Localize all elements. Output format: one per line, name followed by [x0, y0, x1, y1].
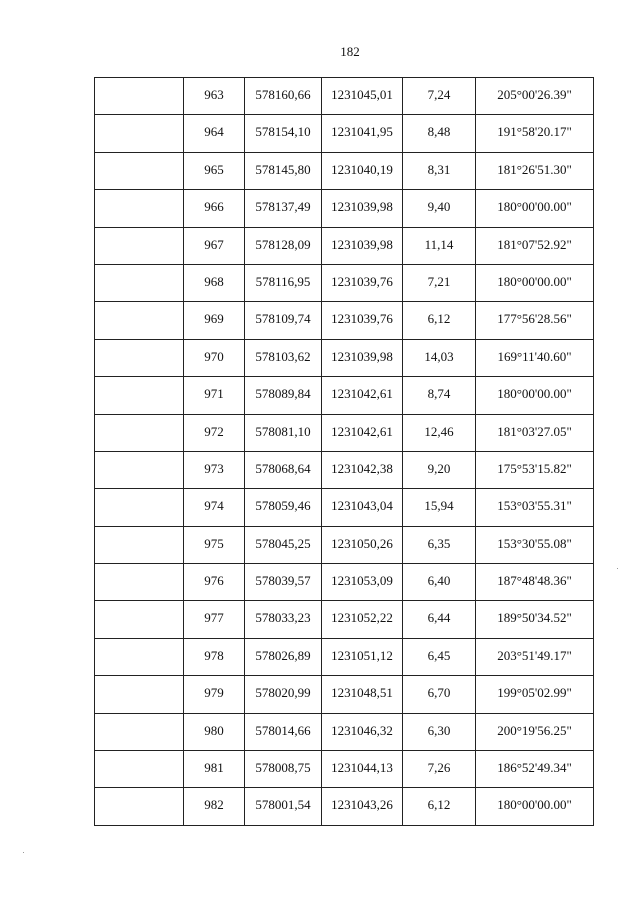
point-number-value: 979 [204, 685, 224, 701]
point-number-cell [184, 601, 245, 638]
angle-cell [476, 227, 594, 264]
point-number-value: 964 [204, 124, 224, 140]
angle-value: 200°19'56.25" [497, 722, 572, 738]
length-value: 6,44 [427, 610, 451, 626]
x-coordinate-value: 578103,62 [255, 348, 311, 364]
table-row [95, 638, 594, 675]
angle-cell [476, 564, 594, 601]
y-coordinate-value: 1231044,13 [331, 760, 393, 776]
point-number-cell [184, 227, 245, 264]
point-number-cell [184, 414, 245, 451]
table-row [95, 302, 594, 339]
angle-cell [476, 676, 594, 713]
table-row [95, 190, 594, 227]
length-value: 7,21 [427, 273, 451, 289]
angle-value: 180°00'00.00" [497, 797, 572, 813]
x-coordinate-cell [245, 676, 322, 713]
x-coordinate-value: 578014,66 [255, 722, 311, 738]
x-coordinate-cell [245, 377, 322, 414]
page-number: 182 [340, 44, 360, 59]
x-coordinate-cell [245, 638, 322, 675]
x-coordinate-value: 578020,99 [255, 685, 311, 701]
y-coordinate-cell [322, 601, 403, 638]
length-value: 8,48 [427, 124, 451, 140]
point-number-cell [184, 676, 245, 713]
x-coordinate-value: 578089,84 [255, 386, 311, 402]
point-number-value: 981 [204, 760, 224, 776]
angle-cell [476, 264, 594, 301]
x-coordinate-value: 578001,54 [255, 797, 311, 813]
angle-cell [476, 601, 594, 638]
y-coordinate-value: 1231043,04 [331, 498, 393, 514]
x-coordinate-cell [245, 713, 322, 750]
x-coordinate-value: 578160,66 [255, 87, 311, 102]
length-cell [403, 713, 476, 750]
table-row [95, 264, 594, 301]
point-number-value: 970 [204, 348, 224, 364]
angle-value: 181°03'27.05" [497, 423, 572, 439]
empty-cell [95, 377, 184, 414]
length-cell [403, 152, 476, 189]
point-number-cell [184, 451, 245, 488]
y-coordinate-cell [322, 302, 403, 339]
angle-cell [476, 78, 594, 115]
y-coordinate-value: 1231050,26 [331, 535, 393, 551]
point-number-value: 980 [204, 722, 224, 738]
empty-cell [95, 339, 184, 376]
table-row [95, 713, 594, 750]
y-coordinate-value: 1231052,22 [331, 610, 393, 626]
x-coordinate-value: 578137,49 [255, 199, 311, 215]
table-row [95, 489, 594, 526]
x-coordinate-value: 578081,10 [255, 423, 311, 439]
y-coordinate-cell [322, 676, 403, 713]
length-cell [403, 788, 476, 825]
angle-cell [476, 115, 594, 152]
table-row [95, 414, 594, 451]
scan-speck [617, 568, 618, 569]
x-coordinate-value: 578045,25 [255, 535, 311, 551]
x-coordinate-cell [245, 264, 322, 301]
y-coordinate-cell [322, 264, 403, 301]
y-coordinate-value: 1231046,32 [331, 722, 393, 738]
point-number-cell [184, 377, 245, 414]
point-number-value: 982 [204, 797, 224, 813]
length-cell [403, 264, 476, 301]
y-coordinate-cell [322, 227, 403, 264]
angle-value: 175°53'15.82" [497, 460, 572, 476]
point-number-value: 972 [204, 423, 224, 439]
point-number-value: 975 [204, 535, 224, 551]
y-coordinate-value: 1231039,76 [331, 311, 393, 327]
empty-cell [95, 676, 184, 713]
y-coordinate-cell [322, 788, 403, 825]
table-row [95, 451, 594, 488]
y-coordinate-cell [322, 78, 403, 115]
y-coordinate-value: 1231042,61 [331, 423, 393, 439]
angle-value: 153°30'55.08" [497, 535, 572, 551]
table-row [95, 78, 594, 115]
length-value: 12,46 [424, 423, 454, 439]
empty-cell [95, 190, 184, 227]
angle-cell [476, 751, 594, 788]
length-cell [403, 451, 476, 488]
empty-cell [95, 264, 184, 301]
angle-cell [476, 451, 594, 488]
x-coordinate-value: 578008,75 [255, 760, 311, 776]
y-coordinate-cell [322, 152, 403, 189]
empty-cell [95, 638, 184, 675]
y-coordinate-cell [322, 414, 403, 451]
length-cell [403, 414, 476, 451]
empty-cell [95, 601, 184, 638]
y-coordinate-value: 1231042,38 [331, 460, 393, 476]
x-coordinate-value: 578109,74 [255, 311, 311, 327]
y-coordinate-cell [322, 713, 403, 750]
x-coordinate-value: 578026,89 [255, 647, 311, 663]
x-coordinate-cell [245, 526, 322, 563]
length-cell [403, 377, 476, 414]
empty-cell [95, 302, 184, 339]
length-cell [403, 190, 476, 227]
table-row [95, 227, 594, 264]
y-coordinate-value: 1231039,98 [331, 236, 393, 252]
x-coordinate-value: 578154,10 [255, 124, 311, 140]
length-value: 9,40 [427, 199, 451, 215]
length-value: 6,12 [427, 797, 451, 813]
y-coordinate-value: 1231041,95 [331, 124, 393, 140]
coordinates-table [94, 77, 594, 826]
length-cell [403, 638, 476, 675]
length-cell [403, 676, 476, 713]
empty-cell [95, 489, 184, 526]
x-coordinate-cell [245, 788, 322, 825]
x-coordinate-cell [245, 152, 322, 189]
table-row [95, 601, 594, 638]
length-cell [403, 339, 476, 376]
table-row [95, 339, 594, 376]
length-cell [403, 302, 476, 339]
point-number-value: 967 [204, 236, 224, 252]
y-coordinate-cell [322, 638, 403, 675]
point-number-cell [184, 788, 245, 825]
length-value: 9,20 [427, 460, 451, 476]
point-number-cell [184, 713, 245, 750]
length-value: 8,31 [427, 161, 451, 177]
y-coordinate-cell [322, 489, 403, 526]
angle-cell [476, 190, 594, 227]
angle-value: 186°52'49.34" [497, 760, 572, 776]
length-cell [403, 564, 476, 601]
length-value: 7,24 [427, 87, 451, 102]
length-value: 15,94 [424, 498, 454, 514]
angle-value: 205°00'26.39" [497, 87, 572, 102]
y-coordinate-value: 1231039,98 [331, 199, 393, 215]
length-value: 6,45 [427, 647, 451, 663]
x-coordinate-value: 578116,95 [255, 273, 311, 289]
table-row [95, 115, 594, 152]
empty-cell [95, 751, 184, 788]
length-value: 6,70 [427, 685, 451, 701]
point-number-cell [184, 564, 245, 601]
y-coordinate-cell [322, 451, 403, 488]
length-value: 6,35 [427, 535, 451, 551]
x-coordinate-value: 578068,64 [255, 460, 311, 476]
x-coordinate-cell [245, 601, 322, 638]
point-number-cell [184, 152, 245, 189]
empty-cell [95, 526, 184, 563]
angle-value: 199°05'02.99" [497, 685, 572, 701]
length-cell [403, 78, 476, 115]
x-coordinate-value: 578033,23 [255, 610, 311, 626]
angle-value: 180°00'00.00" [497, 386, 572, 402]
angle-value: 203°51'49.17" [497, 647, 572, 663]
table-row [95, 788, 594, 825]
point-number-value: 973 [204, 460, 224, 476]
x-coordinate-cell [245, 414, 322, 451]
point-number-cell [184, 489, 245, 526]
y-coordinate-cell [322, 526, 403, 563]
angle-cell [476, 713, 594, 750]
point-number-value: 968 [204, 273, 224, 289]
point-number-cell [184, 264, 245, 301]
angle-cell [476, 302, 594, 339]
table-row [95, 377, 594, 414]
scan-speck [23, 852, 24, 853]
point-number-value: 978 [204, 647, 224, 663]
angle-cell [476, 414, 594, 451]
table-row [95, 751, 594, 788]
x-coordinate-value: 578128,09 [255, 236, 311, 252]
empty-cell [95, 451, 184, 488]
length-cell [403, 751, 476, 788]
y-coordinate-value: 1231039,98 [331, 348, 393, 364]
y-coordinate-value: 1231053,09 [331, 573, 393, 589]
point-number-value: 977 [204, 610, 224, 626]
y-coordinate-cell [322, 115, 403, 152]
angle-value: 189°50'34.52" [497, 610, 572, 626]
length-value: 14,03 [424, 348, 454, 364]
length-value: 6,12 [427, 311, 451, 327]
point-number-value: 976 [204, 573, 224, 589]
angle-value: 187°48'48.36" [497, 573, 572, 589]
angle-cell [476, 638, 594, 675]
length-value: 6,30 [427, 722, 451, 738]
point-number-cell [184, 339, 245, 376]
point-number-cell [184, 526, 245, 563]
y-coordinate-value: 1231042,61 [331, 386, 393, 402]
length-value: 8,74 [427, 386, 451, 402]
x-coordinate-cell [245, 190, 322, 227]
empty-cell [95, 152, 184, 189]
empty-cell [95, 227, 184, 264]
point-number-cell [184, 302, 245, 339]
length-cell [403, 601, 476, 638]
point-number-cell [184, 751, 245, 788]
angle-value: 191°58'20.17" [497, 124, 572, 140]
length-value: 7,26 [427, 760, 451, 776]
angle-value: 180°00'00.00" [497, 199, 572, 215]
y-coordinate-value: 1231045,01 [331, 87, 393, 102]
length-cell [403, 489, 476, 526]
angle-cell [476, 489, 594, 526]
point-number-cell [184, 78, 245, 115]
x-coordinate-cell [245, 302, 322, 339]
point-number-value: 969 [204, 311, 224, 327]
length-cell [403, 227, 476, 264]
y-coordinate-value: 1231040,19 [331, 161, 393, 177]
x-coordinate-value: 578059,46 [255, 498, 311, 514]
empty-cell [95, 564, 184, 601]
angle-value: 153°03'55.31" [497, 498, 572, 514]
table-row [95, 152, 594, 189]
angle-value: 177°56'28.56" [497, 311, 572, 327]
angle-cell [476, 788, 594, 825]
angle-cell [476, 152, 594, 189]
angle-value: 181°07'52.92" [497, 236, 572, 252]
point-number-cell [184, 115, 245, 152]
length-cell [403, 526, 476, 563]
table-row [95, 676, 594, 713]
empty-cell [95, 115, 184, 152]
empty-cell [95, 78, 184, 115]
length-cell [403, 115, 476, 152]
x-coordinate-cell [245, 78, 322, 115]
angle-cell [476, 339, 594, 376]
y-coordinate-cell [322, 751, 403, 788]
length-value: 11,14 [424, 236, 454, 252]
empty-cell [95, 713, 184, 750]
y-coordinate-cell [322, 377, 403, 414]
point-number-value: 963 [204, 87, 224, 102]
angle-cell [476, 526, 594, 563]
x-coordinate-cell [245, 751, 322, 788]
angle-value: 169°11'40.60" [497, 348, 572, 364]
x-coordinate-cell [245, 564, 322, 601]
point-number-cell [184, 638, 245, 675]
angle-value: 181°26'51.30" [497, 161, 572, 177]
length-value: 6,40 [427, 573, 451, 589]
y-coordinate-value: 1231039,76 [331, 273, 393, 289]
table-row [95, 564, 594, 601]
point-number-cell [184, 190, 245, 227]
x-coordinate-cell [245, 115, 322, 152]
y-coordinate-value: 1231051,12 [331, 647, 393, 663]
empty-cell [95, 414, 184, 451]
point-number-value: 971 [204, 386, 224, 402]
y-coordinate-cell [322, 339, 403, 376]
angle-value: 180°00'00.00" [497, 273, 572, 289]
point-number-value: 965 [204, 161, 224, 177]
x-coordinate-cell [245, 339, 322, 376]
x-coordinate-value: 578145,80 [255, 161, 311, 177]
y-coordinate-value: 1231043,26 [331, 797, 393, 813]
empty-cell [95, 788, 184, 825]
x-coordinate-value: 578039,57 [255, 573, 311, 589]
x-coordinate-cell [245, 227, 322, 264]
y-coordinate-value: 1231048,51 [331, 685, 393, 701]
coordinates-table-body [95, 78, 594, 826]
y-coordinate-cell [322, 190, 403, 227]
y-coordinate-cell [322, 564, 403, 601]
x-coordinate-cell [245, 489, 322, 526]
point-number-value: 966 [204, 199, 224, 215]
table-row [95, 526, 594, 563]
x-coordinate-cell [245, 451, 322, 488]
point-number-value: 974 [204, 498, 224, 514]
angle-cell [476, 377, 594, 414]
